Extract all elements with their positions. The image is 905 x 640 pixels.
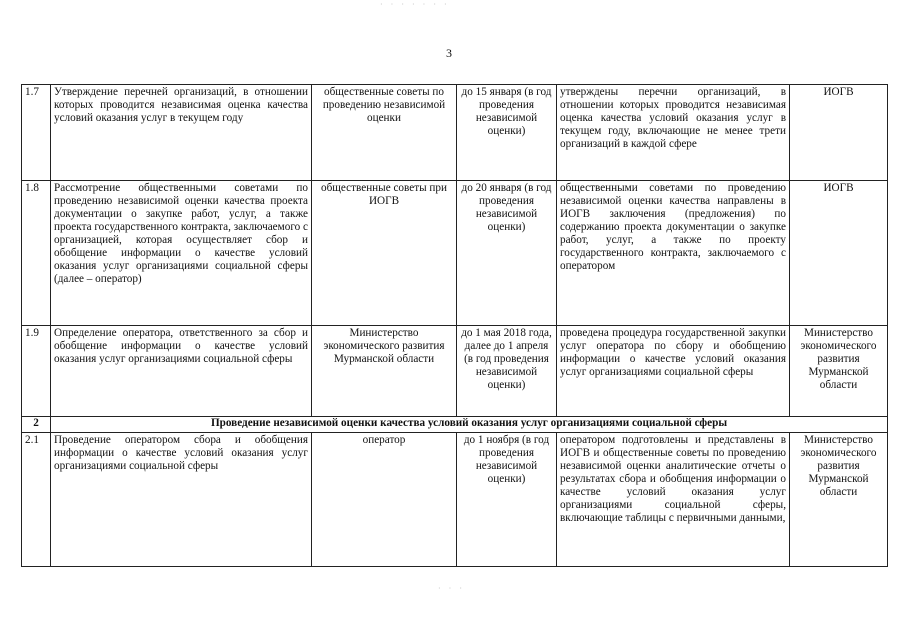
action-cell: Рассмотрение общественными советами по проведению независимой оценки качества проекта документации о закупке работ, услуг, а также проекта государственного контракта, заключаемого с организацией, которая осуществляет сбор и обобщение информации о качестве условий оказания услуг организациями социальной сферы (далее – оператор) <box>51 181 312 326</box>
table-row <box>22 181 888 326</box>
action-cell: Определение оператора, ответственного за сбор и обобщение информации о качестве условий оказания услуг организациями социальной сферы <box>51 326 312 417</box>
deadline-cell: до 1 мая 2018 года, далее до 1 апреля (в год проведения независимой оценки) <box>457 326 557 417</box>
page-number: 3 <box>446 46 452 60</box>
table-row <box>22 433 888 567</box>
deadline-cell: до 20 января (в год проведения независимой оценки) <box>457 181 557 326</box>
responsible-cell: Министерство экономического развития Мурманской области <box>312 326 457 417</box>
executor-cell: ИОГВ <box>790 181 888 326</box>
result-cell: проведена процедура государственной закупки услуг оператора по сбору и обобщению информации о качестве условий оказания услуг организациями социальной сферы <box>557 326 790 417</box>
table-row <box>22 85 888 181</box>
row-number: 1.7 <box>22 85 51 181</box>
section-number: 2 <box>22 417 51 433</box>
responsible-cell: общественные советы по проведению независимой оценки <box>312 85 457 181</box>
scan-noise: · · · <box>438 584 465 593</box>
responsible-cell: общественные советы при ИОГВ <box>312 181 457 326</box>
section-row <box>22 417 888 433</box>
deadline-cell: до 1 ноября (в год проведения независимой оценки) <box>457 433 557 567</box>
executor-cell: ИОГВ <box>790 85 888 181</box>
row-number: 1.8 <box>22 181 51 326</box>
result-cell: общественными советами по проведению независимой оценки качества направлены в ИОГВ заключения (предложения) по содержанию проекта документации о закупке работ, услуг, а также по проекту государственного контракта, заключаемого с оператором <box>557 181 790 326</box>
executor-cell: Министерство экономического развития Мурманской области <box>790 433 888 567</box>
row-number: 2.1 <box>22 433 51 567</box>
result-cell: оператором подготовлены и представлены в ИОГВ и общественные советы по проведению независимой оценки аналитические отчеты о результатах сбора и обобщения информации о качестве условий оказания услуг организациями социальной сферы, включающие таблицы с первичными данными, <box>557 433 790 567</box>
section-title: Проведение независимой оценки качества условий оказания услуг организациями социальной сферы <box>51 417 888 433</box>
action-cell: Утверждение перечней организаций, в отношении которых проводится независимая оценка качества условий оказания услуг в текущем году <box>51 85 312 181</box>
executor-cell: Министерство экономического развития Мурманской области <box>790 326 888 417</box>
deadline-cell: до 15 января (в год проведения независимой оценки) <box>457 85 557 181</box>
table-row <box>22 326 888 417</box>
scan-noise: · · · · · · · <box>380 0 450 9</box>
result-cell: утверждены перечни организаций, в отношении которых проводится независимая оценка качества условий оказания услуг в текущем году, включающие не менее трети организаций в каждой сфере <box>557 85 790 181</box>
row-number: 1.9 <box>22 326 51 417</box>
action-cell: Проведение оператором сбора и обобщения информации о качестве условий оказания услуг организациями социальной сферы <box>51 433 312 567</box>
plan-table <box>21 84 888 567</box>
responsible-cell: оператор <box>312 433 457 567</box>
